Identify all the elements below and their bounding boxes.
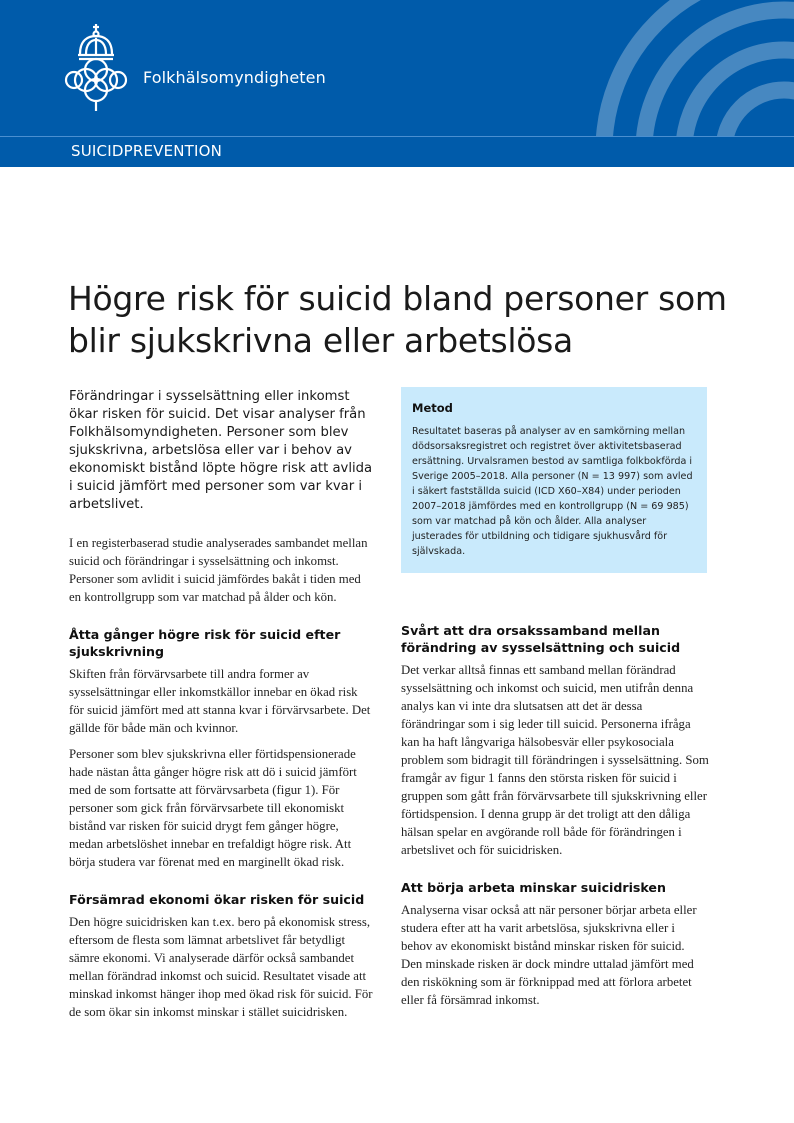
header-banner (0, 0, 794, 136)
method-heading: Metod (412, 401, 453, 415)
decorative-arcs (464, 0, 794, 136)
section-label: SUICIDPREVENTION (71, 142, 223, 160)
intro-paragraph: I en registerbaserad studie analyserades sambandet mellan suicid och förändringar i sysselsättning och inkomst. Personer som avlidit i suicid jämfördes bakåt i tiden med en kontrollgrupp som var matchad på ålder och kön. (69, 536, 368, 604)
right-column (401, 622, 709, 1017)
org-name: Folkhälsomyndigheten (143, 68, 326, 87)
section2-heading: Försämrad ekonomi ökar risken för suicid (69, 892, 365, 907)
section-bar (0, 136, 794, 167)
lead-paragraph: Förändringar i sysselsättning eller inkomst ökar risken för suicid. Det visar analyser från Folkhälsomyndigheten. Personer som blev sjukskrivna, arbetslösa eller var i behov av ekonomiskt bistånd löpte högre risk att avlida i suicid jämfört med personer som var kvar i arbetslivet. (69, 389, 373, 512)
crown-logo-icon (56, 22, 136, 114)
left-column (69, 388, 373, 1029)
method-box (401, 387, 707, 573)
section2-paragraph-1: Den högre suicidrisken kan t.ex. bero på ekonomisk stress, eftersom de flesta som lämnat arbetslivet får betydligt sämre ekonomi. Vi analyserade därför också sambandet mellan förändrad inkomst och suicid. Resultatet visade att minskad inkomst hänger ihop med ökad risk för suicid. För de som ökar sin inkomst minskar i stället suicidrisken. (69, 915, 373, 1019)
section1-heading: Åtta gånger högre risk för suicid efter sjukskrivning (69, 627, 341, 659)
section4-heading: Att börja arbeta minskar suicidrisken (401, 880, 666, 895)
method-text: Resultatet baseras på analyser av en samkörning mellan dödsorsaksregistret och registret över aktivitetsbaserad ersättning. Urvalsramen bestod av samtliga folkbokförda i Sverige 2005–2018. Alla personer (N = 13 997) som avled i säkert fastställda suicid (ICD X60–X84) under perioden 2007–2018 jämfördes med en kontrollgrupp (N = 69 985) som var matchad på kön och ålder. Alla analyser justerades för utbildning och tidigare sjukhusvård för självskada. (412, 426, 693, 557)
section1-paragraph-2: Personer som blev sjukskrivna eller förtidspensionerade hade nästan åtta gånger högre risk att dö i suicid jämfört med de som fortsatte att förvärvsarbeta (figur 1). För personer som gick från förvärvsarbete till ekonomiskt bistånd var risken för suicid drygt fem gånger högre, medan arbetslöshet innebar en trefaldigt högre risk. Att börja studera var förenat med en marginellt ökad risk. (69, 747, 357, 869)
section1-paragraph-1: Skiften från förvärvsarbete till andra former av sysselsättningar eller inkomstkällor innebar en ökad risk för suicid jämfört med att stanna kvar i förvärvsarbete. Det gällde för både män och kvinnor. (69, 667, 371, 735)
section4-paragraph-1: Analyserna visar också att när personer börjar arbeta eller studera efter att ha varit arbetslösa, sjukskrivna eller i behov av ekonomiskt bistånd minskar risken för suicid. Den minskade risken är dock mindre uttalad jämfört med den riskökning som är förknippad med att förlora arbetet eller få försämrad inkomst. (401, 903, 697, 1007)
page-title: Högre risk för suicid bland personer som blir sjukskrivna eller arbetslösa (68, 279, 727, 360)
section3-heading: Svårt att dra orsakssamband mellan förändring av sysselsättning och suicid (401, 623, 681, 655)
section3-paragraph-1: Det verkar alltså finnas ett samband mellan förändrad sysselsättning och inkomst och suicid, men utifrån denna analys kan vi inte dra slutsatsen att det är dessa förändringar som i sig leder till suicid. Personerna ifråga kan ha haft långvariga hälsobesvär eller psykosociala problem som bidragit till förändringen i sysselsättning. Som framgår av figur 1 fanns den största risken för suicid i gruppen som gått från förvärvsarbete till sjukskrivning eller förtidspension. I denna grupp är det troligt att den dåliga hälsan spelar en avgörande roll både för förändringen i arbetslivet och för suicidrisken. (401, 663, 709, 857)
